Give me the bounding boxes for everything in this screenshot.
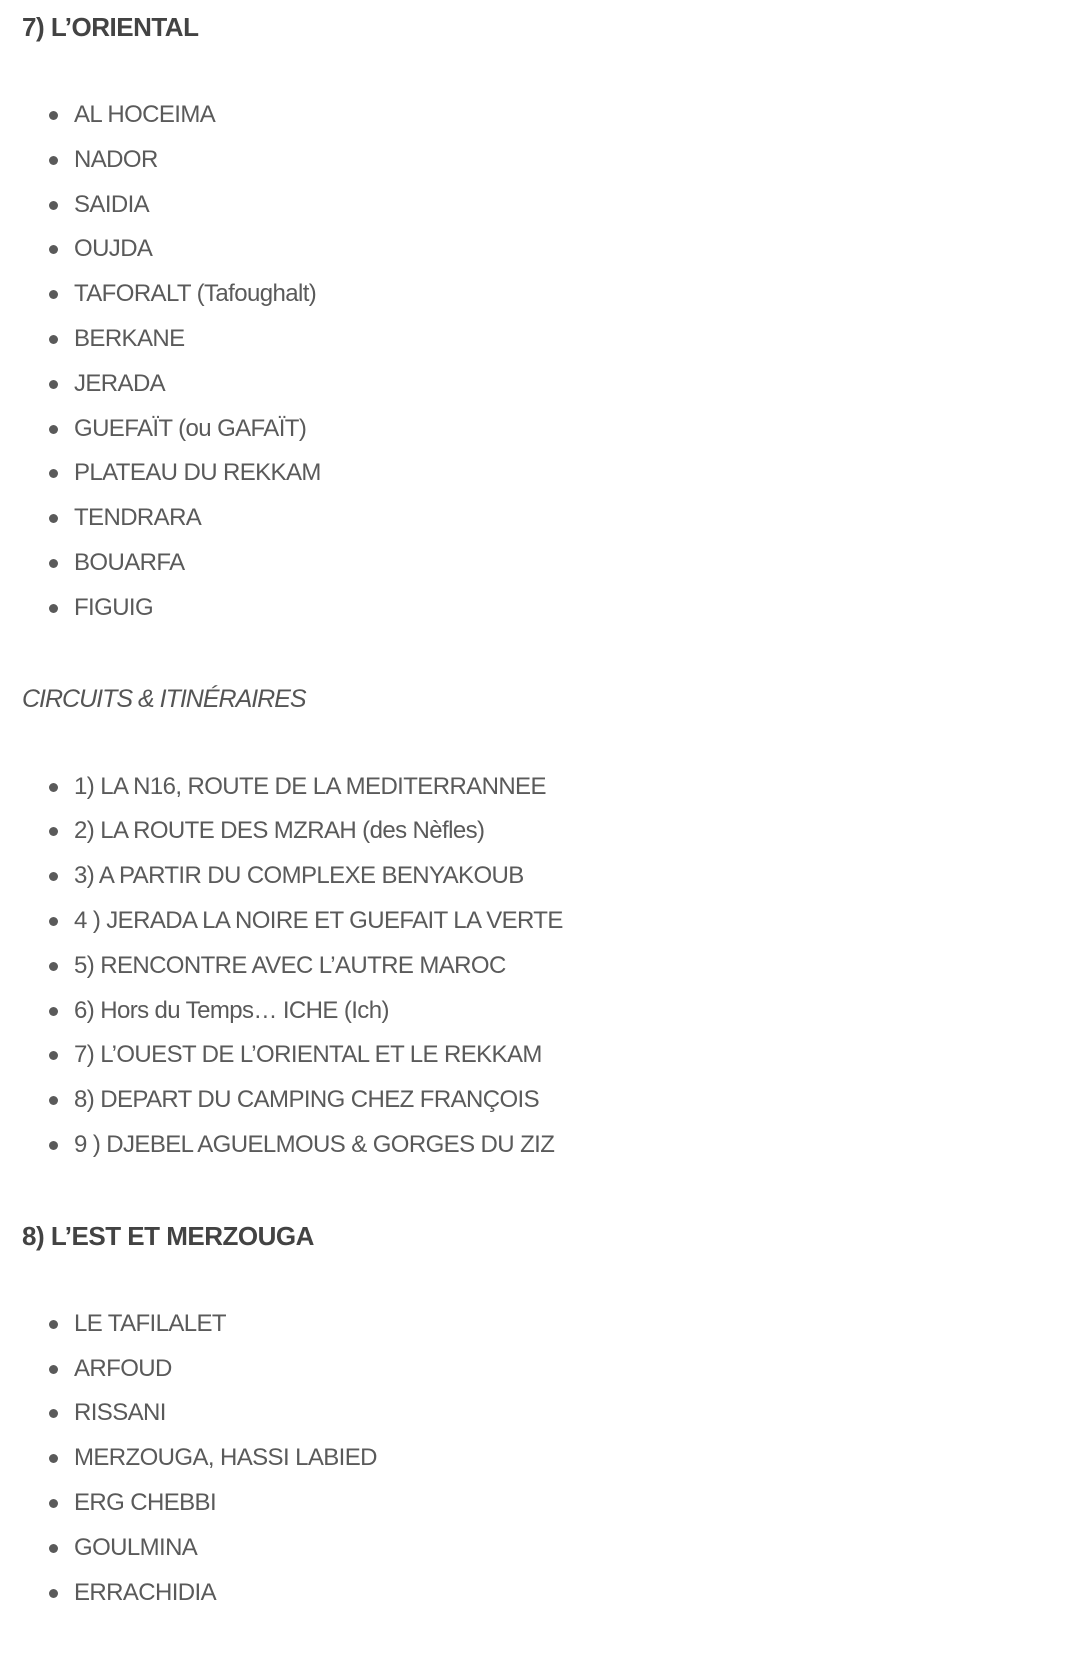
circuits-heading: CIRCUITS & ITINÉRAIRES (22, 684, 306, 713)
list-item: 1) LA N16, ROUTE DE LA MEDITERRANNEE (22, 765, 1056, 810)
list-item: TENDRARA (22, 496, 1056, 541)
list-item: AL HOCEIMA (22, 93, 1056, 138)
list-item: 2) LA ROUTE DES MZRAH (des Nèfles) (22, 809, 1056, 854)
list-item: NADOR (22, 138, 1056, 183)
list-item: 3) A PARTIR DU COMPLEXE BENYAKOUB (22, 854, 1056, 899)
list-item: RISSANI (22, 1391, 1056, 1436)
list-item: MERZOUGA, HASSI LABIED (22, 1436, 1056, 1481)
list-item: BERKANE (22, 317, 1056, 362)
list-item: 8) DEPART DU CAMPING CHEZ FRANÇOIS (22, 1078, 1056, 1123)
list-item: PLATEAU DU REKKAM (22, 451, 1056, 496)
section-heading-oriental: 7) L’ORIENTAL (22, 12, 199, 42)
est-merzouga-places-list (22, 1302, 1056, 1616)
list-item: 4 ) JERADA LA NOIRE ET GUEFAIT LA VERTE (22, 899, 1056, 944)
list-item: SAIDIA (22, 183, 1056, 228)
list-item: BOUARFA (22, 541, 1056, 586)
oriental-places-list (22, 93, 1056, 631)
list-item: LE TAFILALET (22, 1302, 1056, 1347)
list-item: ERG CHEBBI (22, 1481, 1056, 1526)
list-item: 7) L’OUEST DE L’ORIENTAL ET LE REKKAM (22, 1033, 1056, 1078)
list-item: FIGUIG (22, 586, 1056, 631)
list-item: OUJDA (22, 227, 1056, 272)
list-item: TAFORALT (Tafoughalt) (22, 272, 1056, 317)
list-item: 9 ) DJEBEL AGUELMOUS & GORGES DU ZIZ (22, 1123, 1056, 1168)
list-item: 5) RENCONTRE AVEC L’AUTRE MAROC (22, 944, 1056, 989)
list-item: ERRACHIDIA (22, 1571, 1056, 1616)
section-heading-est-merzouga: 8) L’EST ET MERZOUGA (22, 1220, 314, 1251)
list-item: JERADA (22, 362, 1056, 407)
list-item: 6) Hors du Temps… ICHE (Ich) (22, 989, 1056, 1034)
circuits-itineraries-list (22, 765, 1056, 1168)
list-item: GOULMINA (22, 1526, 1056, 1571)
list-item: ARFOUD (22, 1347, 1056, 1392)
list-item: GUEFAÏT (ou GAFAÏT) (22, 407, 1056, 452)
